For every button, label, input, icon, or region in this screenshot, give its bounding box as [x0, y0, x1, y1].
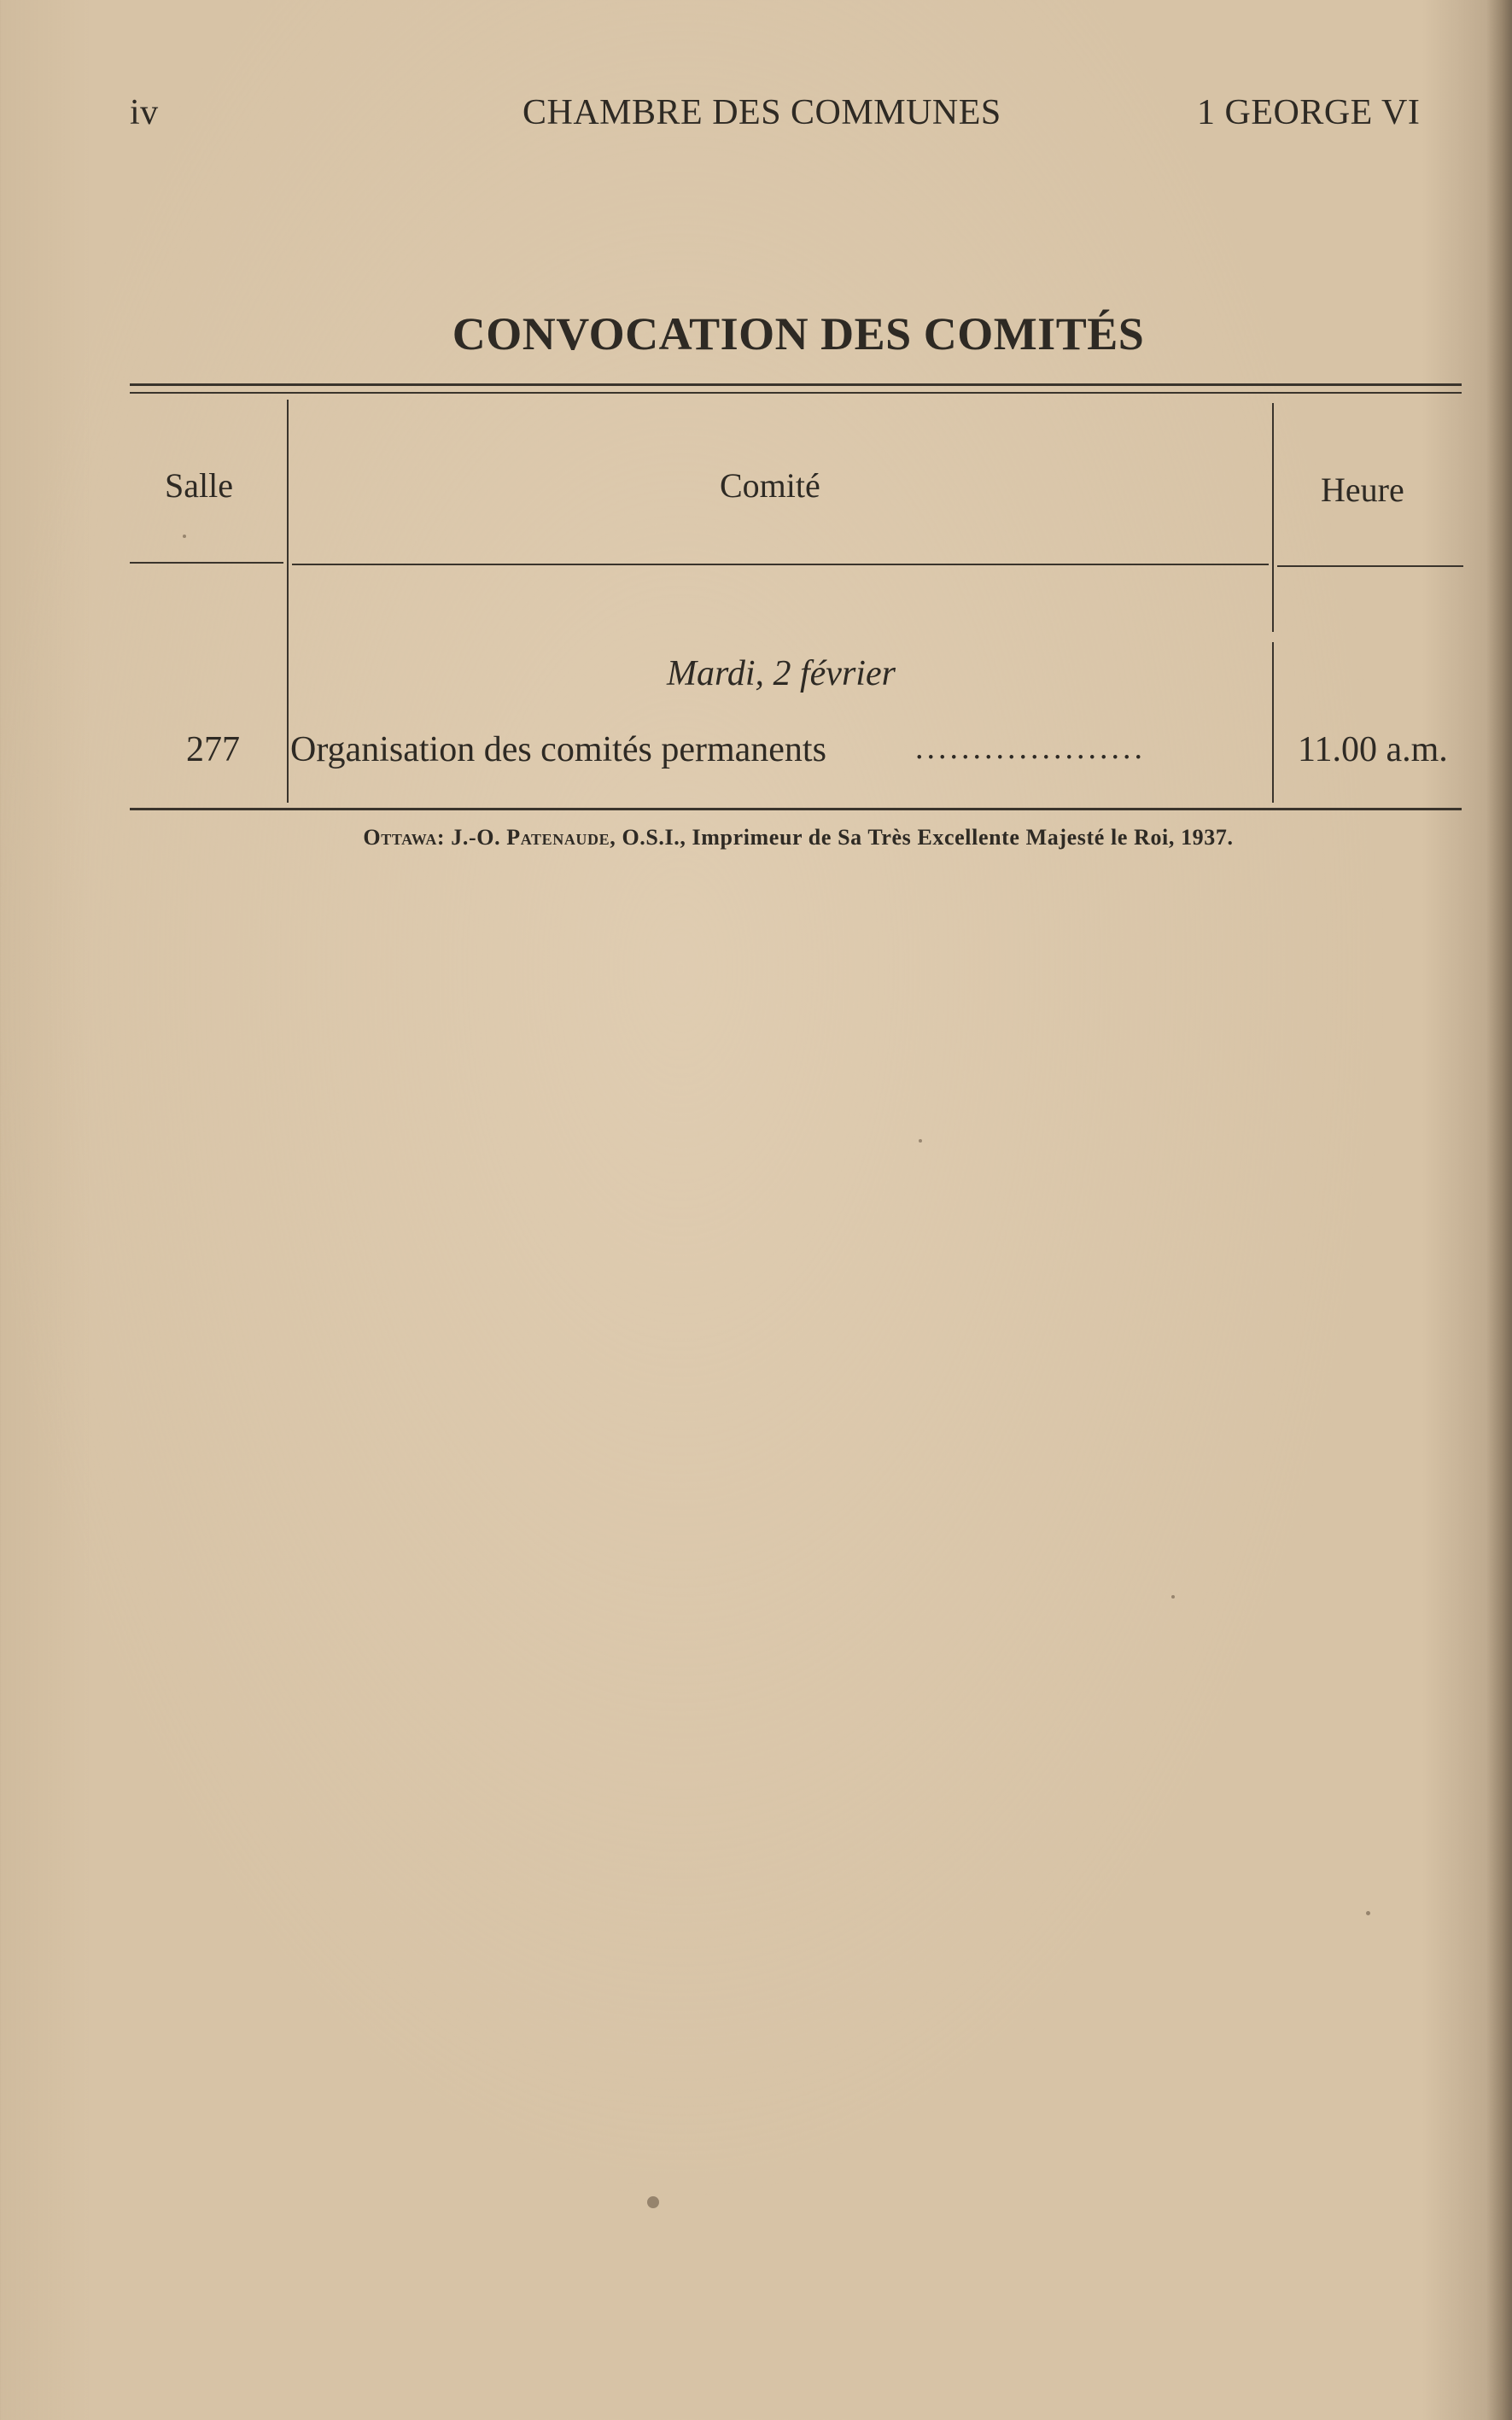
section-title: CONVOCATION DES COMITÉS: [452, 308, 1145, 359]
dot-leaders: ....................: [915, 730, 1146, 766]
header-rule-salle: [130, 562, 283, 564]
printer-imprint: Ottawa: J.-O. Patenaude, O.S.I., Imprimeur de Sa Très Excellente Majesté le Roi, 1937.: [363, 825, 1234, 850]
committee-name: Organisation des comités permanents: [290, 730, 826, 769]
header-rule-heure: [1277, 565, 1463, 567]
room-number: 277: [186, 730, 240, 769]
column-header-salle: Salle: [165, 466, 233, 505]
table-top-rule-inner: [130, 392, 1462, 394]
paper-speck: [919, 1139, 922, 1143]
column-header-heure: Heure: [1321, 471, 1404, 509]
column-divider-heure: [1272, 403, 1274, 632]
running-head-title: CHAMBRE DES COMMUNES: [522, 93, 1001, 132]
imprint-city: Ottawa: [363, 825, 437, 850]
paper-speck: [1366, 1911, 1370, 1915]
column-divider-heure-lower: [1272, 642, 1274, 803]
regnal-year: 1 GEORGE VI: [1197, 93, 1421, 132]
page-edge-shadow: [1486, 0, 1512, 2420]
table-top-rule: [130, 383, 1462, 386]
meeting-time: 11.00 a.m.: [1298, 730, 1448, 769]
paper-speck: [1171, 1595, 1175, 1599]
header-rule-comite: [292, 564, 1269, 565]
table-bottom-rule: [130, 808, 1462, 810]
column-header-comite: Comité: [720, 466, 820, 505]
column-divider-salle: [287, 400, 289, 803]
imprint-surname: Patenaude: [506, 825, 610, 850]
imprint-rest: , O.S.I., Imprimeur de Sa Très Excellente Majesté le Roi, 1937.: [610, 825, 1234, 850]
imprint-initials: J.-O.: [451, 825, 501, 850]
meeting-date: Mardi, 2 février: [667, 654, 896, 693]
page-number: iv: [130, 93, 159, 132]
paper-speck: [183, 535, 186, 538]
paper-speck: [647, 2196, 659, 2208]
